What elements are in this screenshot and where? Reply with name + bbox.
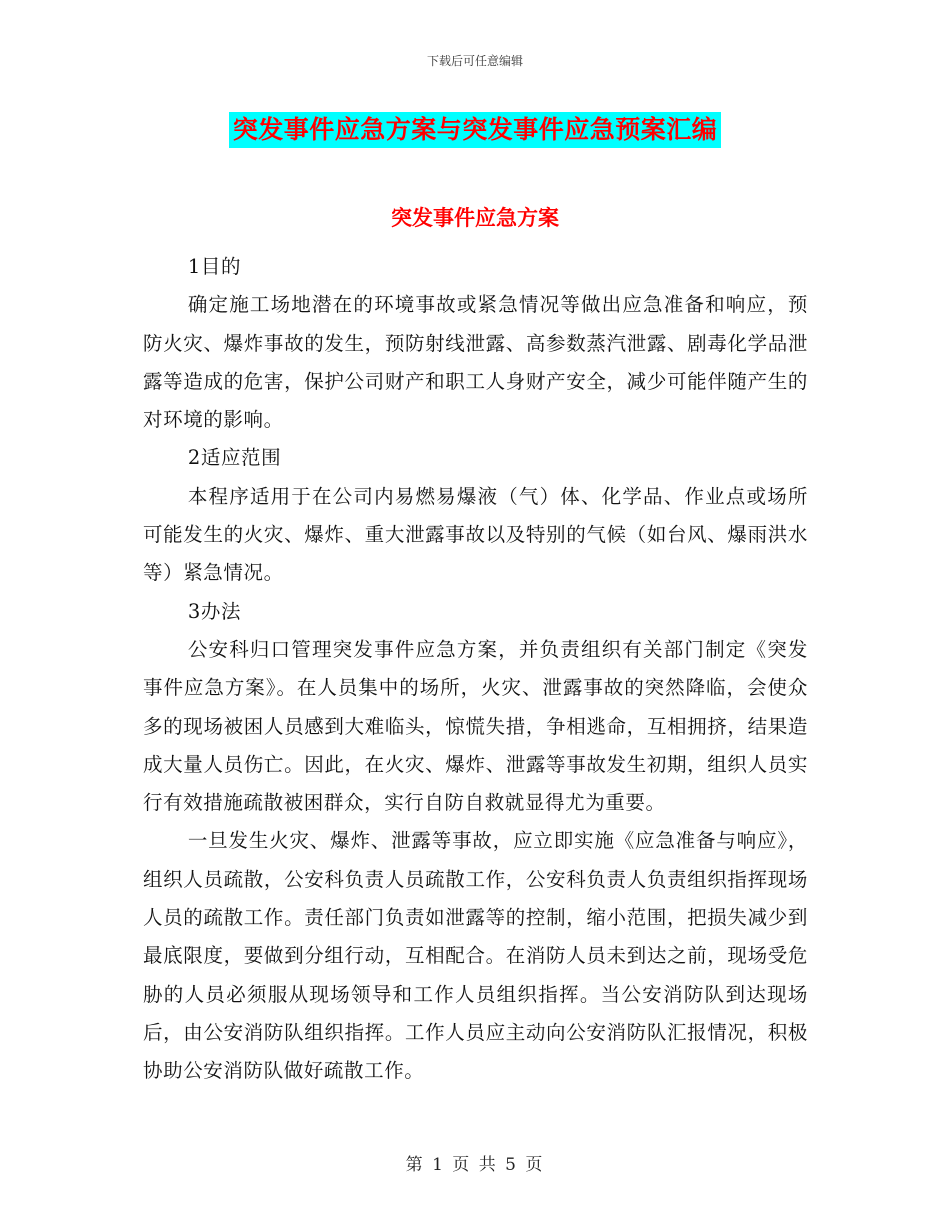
page-header: 下载后可任意编辑 — [426, 54, 523, 68]
document-title — [0, 112, 950, 148]
paragraph-method-2: 一旦发生火灾、爆炸、泄露等事故，应立即实施《应急准备与响应》，组织人员疏散，公安科负责人员疏散工作，公安科负责人负责组织指挥现场人员的疏散工作。责任部门负责如泄露等的控制，缩小范围，把损失减少到最底限度，要做到分组行动，互相配合。在消防人员未到达之前，现场受危胁的人员必须服从现场领导和工作人员组织指挥。当公安消防队到达现场后，由公安消防队组织指挥。工作人员应主动向公安消防队汇报情况，积极协助公安消防队做好疏散工作。 — [143, 829, 808, 1083]
document-title-text: 突发事件应急方案与突发事件应急预案汇编 — [229, 112, 722, 148]
paragraph-purpose: 确定施工场地潜在的环境事故或紧急情况等做出应急准备和响应，预防火灾、爆炸事故的发生，预防射线泄露、高参数蒸汽泄露、剧毒化学品泄露等造成的危害，保护公司财产和职工人身财产安全，减少可能伴随产生的对环境的影响。 — [143, 293, 808, 432]
heading-scope: 2适应范围 — [187, 446, 282, 470]
document-body — [143, 248, 808, 1091]
paragraph-scope: 本程序适用于在公司内易燃易爆液（气）体、化学品、作业点或场所可能发生的火灾、爆炸、重大泄露事故以及特别的气候（如台风、爆雨洪水等）紧急情况。 — [143, 484, 808, 585]
heading-purpose: 1目的 — [187, 255, 242, 278]
section-title: 突发事件应急方案 — [391, 205, 559, 230]
page-footer: 第 1 页 共 5 页 — [405, 1155, 545, 1175]
paragraph-method-1: 公安科归口管理突发事件应急方案，并负责组织有关部门制定《突发事件应急方案》。在人员集中的场所，火灾、泄露事故的突然降临，会使众多的现场被困人员感到大难临头，惊慌失措，争相逃命，互相拥挤，结果造成大量人员伤亡。因此，在火灾、爆炸、泄露等事故发生初期，组织人员实行有效措施疏散被困群众，实行自防自救就显得尤为重要。 — [143, 637, 808, 815]
heading-method: 3办法 — [187, 599, 242, 623]
